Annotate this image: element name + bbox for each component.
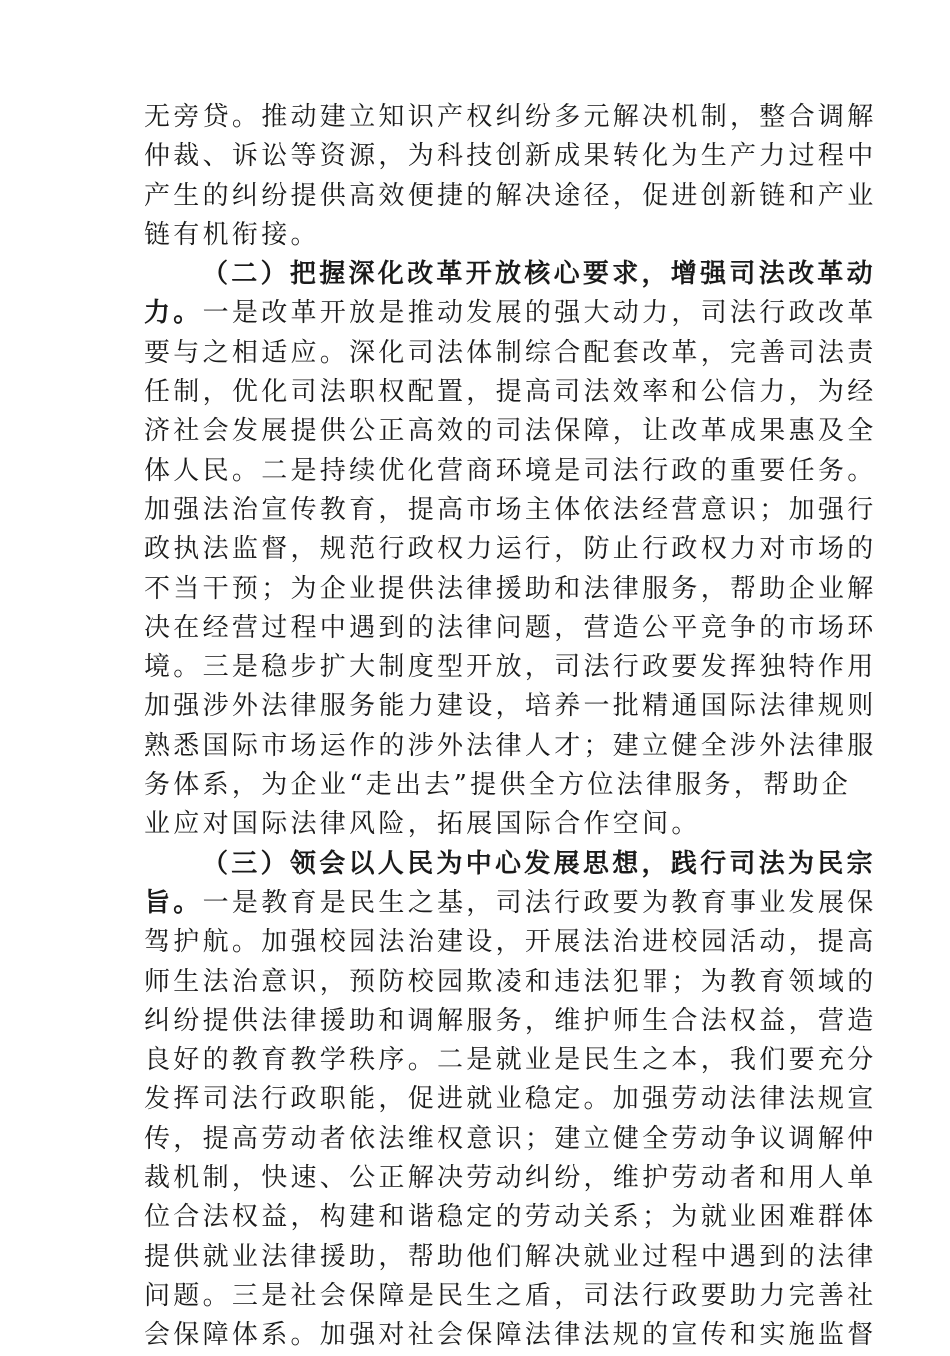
document-body	[144, 98, 877, 1356]
text-line: 加强涉外法律服务能力建设，培养一批精通国际法律规则	[144, 691, 877, 722]
text-line: 位合法权益，构建和谐稳定的劳动关系；为就业困难群体	[144, 1202, 877, 1233]
text-line	[144, 884, 877, 923]
text-line: 产生的纠纷提供高效便捷的解决途径，促进创新链和产业	[144, 180, 877, 211]
text-line: 发挥司法行政职能，促进就业稳定。加强劳动法律法规宣	[144, 1084, 877, 1115]
text-line: 济社会发展提供公正高效的司法保障，让改革成果惠及全	[144, 416, 877, 447]
text-line: 体人民。二是持续优化营商环境是司法行政的重要任务。	[144, 455, 877, 486]
text-line: 问题。三是社会保障是民生之盾，司法行政要助力完善社	[144, 1280, 877, 1311]
text-line	[144, 294, 877, 333]
text-line: 纠纷提供法律援助和调解服务，维护师生合法权益，营造	[144, 1005, 877, 1036]
text-line: 仲裁、诉讼等资源，为科技创新成果转化为生产力过程中	[144, 141, 877, 172]
text-line: 务体系，为企业“走出去”提供全方位法律服务，帮助企	[144, 770, 852, 801]
text-line: 要与之相适应。深化司法体制综合配套改革，完善司法责	[144, 337, 877, 368]
section-two-heading-end: 力。	[144, 298, 203, 329]
text-line: 政执法监督，规范行政权力运行，防止行政权力对市场的	[144, 534, 877, 565]
text-line: 无旁贷。推动建立知识产权纠纷多元解决机制，整合调解	[144, 102, 877, 132]
text-line: 传，提高劳动者依法维权意识；建立健全劳动争议调解仲	[144, 1123, 877, 1154]
text-line: 裁机制，快速、公正解决劳动纠纷，维护劳动者和用人单	[144, 1163, 877, 1194]
text-line: 会保障体系。加强对社会保障法律法规的宣传和实施监督	[144, 1320, 877, 1351]
text-line: 不当干预；为企业提供法律援助和法律服务，帮助企业解	[144, 573, 877, 604]
text-line: 提供就业法律援助，帮助他们解决就业过程中遇到的法律	[144, 1241, 877, 1272]
text-line: 加强法治宣传教育，提高市场主体依法经营意识；加强行	[144, 494, 877, 525]
text-line: 链有机衔接。	[144, 219, 320, 250]
text-line: 驾护航。加强校园法治建设，开展法治进校园活动，提高	[144, 927, 877, 958]
text-line: 决在经营过程中遇到的法律问题，营造公平竞争的市场环	[144, 612, 877, 643]
section-two-heading: （二）把握深化改革开放核心要求，增强司法改革动	[202, 259, 876, 290]
section-three-heading-end: 旨。	[144, 887, 203, 918]
text-line: 良好的教育教学秩序。二是就业是民生之本，我们要充分	[144, 1045, 877, 1076]
text-line: 境。三是稳步扩大制度型开放，司法行政要发挥独特作用	[144, 652, 877, 683]
text-line: 业应对国际法律风险，拓展国际合作空间。	[144, 809, 701, 840]
text-line: 任制，优化司法职权配置，提高司法效率和公信力，为经	[144, 377, 877, 408]
text-line: 师生法治意识，预防校园欺凌和违法犯罪；为教育领域的	[144, 966, 877, 997]
text-span: 一是教育是民生之基，司法行政要为教育事业发展保	[202, 887, 877, 918]
text-span: 一是改革开放是推动发展的强大动力，司法行政改革	[202, 298, 877, 329]
text-line: 熟悉国际市场运作的涉外法律人才；建立健全涉外法律服	[144, 730, 877, 761]
section-three-heading: （三）领会以人民为中心发展思想，践行司法为民宗	[202, 848, 876, 879]
